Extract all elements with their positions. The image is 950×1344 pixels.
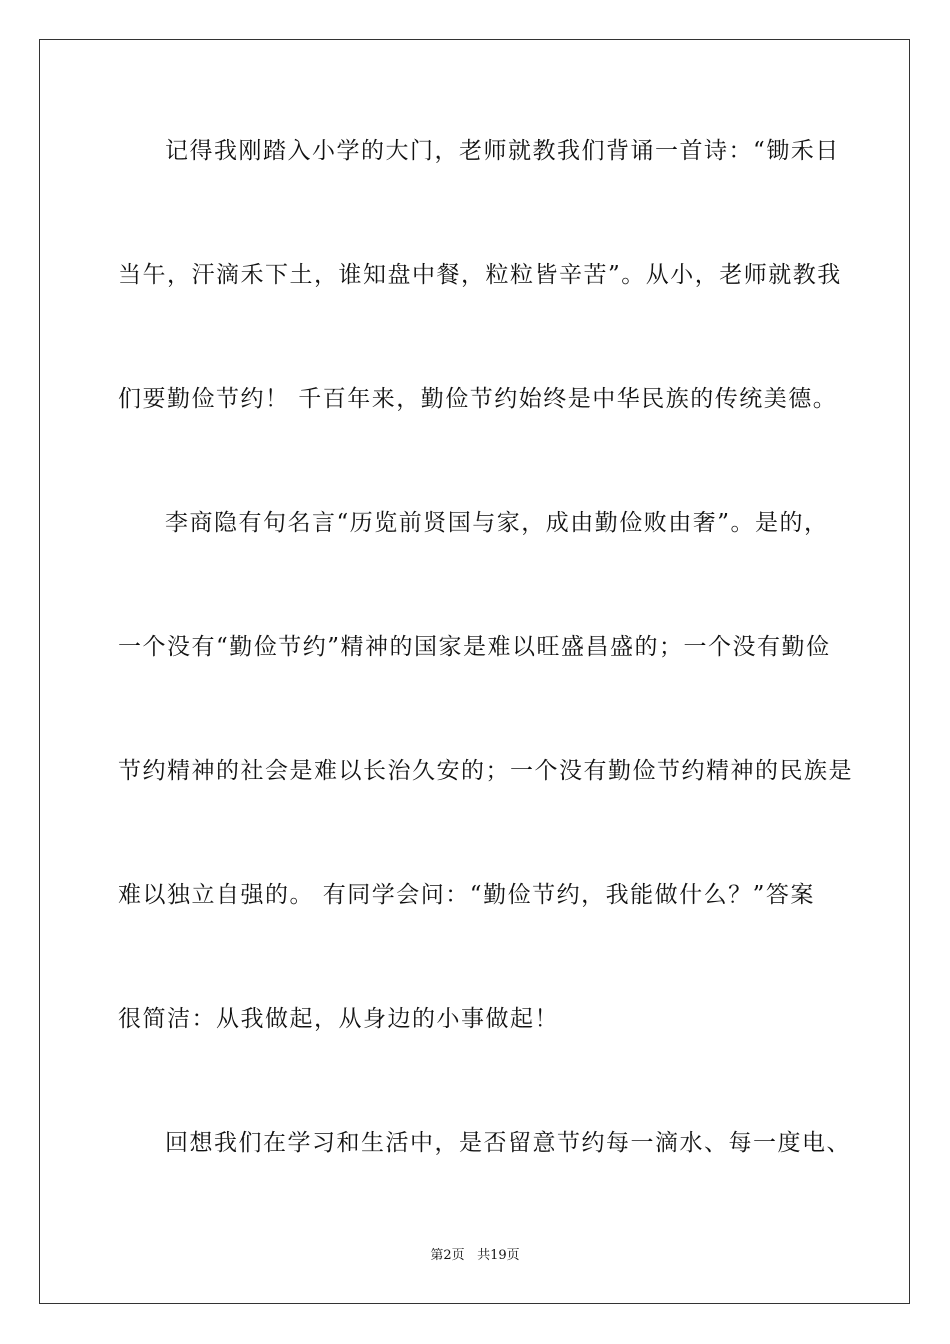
total-number: 19 [490, 1248, 507, 1263]
paragraph-1-line-3: 们要勤俭节约！ 千百年来，勤俭节约始终是中华民族的传统美德。 [118, 386, 838, 412]
page-footer [0, 1247, 950, 1265]
paragraph-2-line-4: 难以独立自强的。 有同学会问：“勤俭节约，我能做什么？”答案 [118, 882, 815, 908]
paragraph-1-line-1: 记得我刚踏入小学的大门，老师就教我们背诵一首诗：“锄禾日 [165, 138, 840, 164]
total-unit: 页 [506, 1248, 520, 1263]
page-label: 第 [430, 1248, 444, 1263]
total-label: 共 [477, 1248, 491, 1263]
paragraph-3-line-1: 回想我们在学习和生活中，是否留意节约每一滴水、每一度电、 [165, 1130, 851, 1156]
paragraph-2-line-5: 很简洁：从我做起，从身边的小事做起！ [118, 1006, 559, 1032]
page-border [39, 39, 910, 1304]
page-number: 2 [443, 1248, 452, 1263]
paragraph-2-line-2: 一个没有“勤俭节约”精神的国家是难以旺盛昌盛的；一个没有勤俭 [118, 634, 831, 660]
paragraph-2-line-1: 李商隐有句名言“历览前贤国与家，成由勤俭败由奢”。是的， [165, 510, 829, 536]
page-unit: 页 [451, 1248, 465, 1263]
paragraph-1-line-2: 当午，汗滴禾下土，谁知盘中餐，粒粒皆辛苦”。从小，老师就教我 [118, 262, 842, 288]
paragraph-2-line-3: 节约精神的社会是难以长治久安的；一个没有勤俭节约精神的民族是 [118, 758, 853, 784]
